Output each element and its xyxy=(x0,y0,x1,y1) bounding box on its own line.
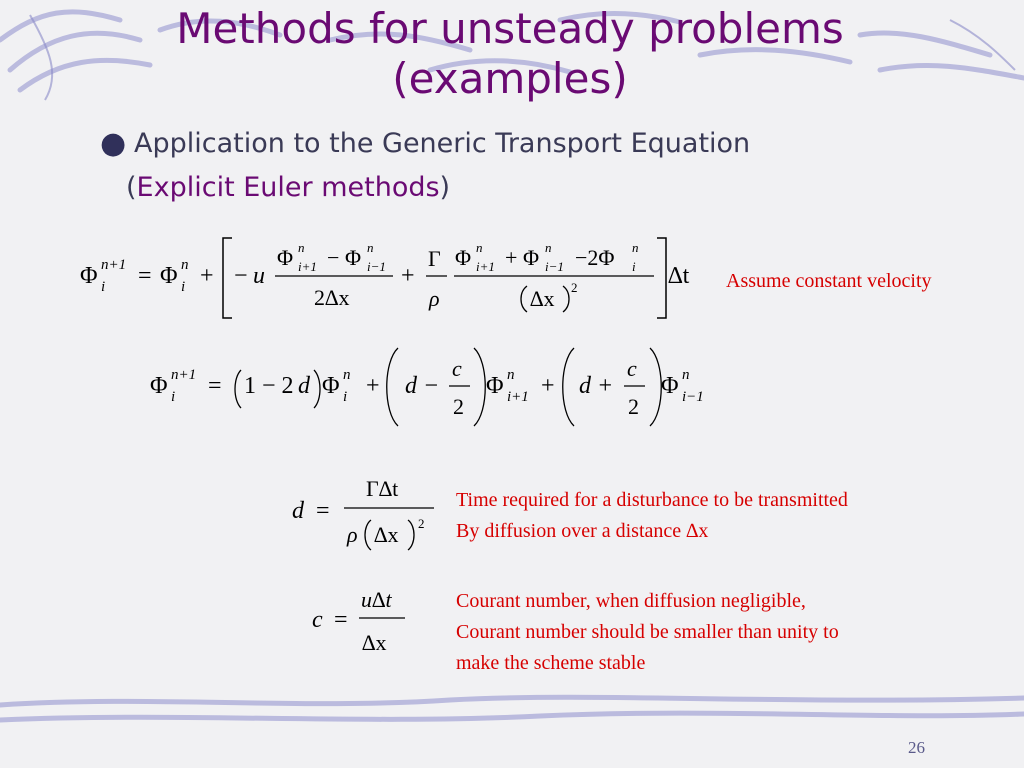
numerator: u∆t xyxy=(361,587,392,612)
variable-u: u xyxy=(253,263,265,289)
exponent: 2 xyxy=(418,516,425,531)
equals-sign: = xyxy=(316,498,330,524)
superscript: n+1 xyxy=(101,257,127,273)
subscript: i xyxy=(632,259,636,274)
rho-symbol: ρ xyxy=(429,286,440,311)
phi-symbol: Φ xyxy=(277,245,294,270)
rho-symbol: ρ xyxy=(347,522,358,547)
title-line-2: (examples) xyxy=(392,54,628,103)
left-paren xyxy=(235,370,241,408)
superscript: n+1 xyxy=(171,367,197,383)
delta-x: ∆x xyxy=(530,286,555,311)
two-phi-term: −2Φ xyxy=(575,245,615,270)
subscript: i xyxy=(101,279,106,295)
phi-symbol: Φ xyxy=(661,373,679,399)
equals-sign: = xyxy=(208,373,222,399)
subscript: i+1 xyxy=(507,389,529,405)
delta-t: ∆t xyxy=(668,263,690,289)
plus-sign: + xyxy=(505,245,518,270)
superscript: n xyxy=(682,367,690,383)
subscript: i xyxy=(181,279,186,295)
one-minus-two: 1 − 2 xyxy=(244,373,294,399)
note-courant xyxy=(456,586,839,679)
variable-c: c xyxy=(627,356,637,381)
right-paren xyxy=(650,348,661,426)
left-paren xyxy=(365,520,371,550)
denominator: 2∆x xyxy=(314,285,350,310)
plus-sign: + xyxy=(401,263,415,289)
equation-d xyxy=(292,476,434,550)
note-diffusion-line-2: By diffusion over a distance ∆x xyxy=(456,520,709,542)
note-constant-velocity: Assume constant velocity xyxy=(726,270,932,292)
subscript: i+1 xyxy=(298,259,317,274)
variable-d: d xyxy=(298,373,310,399)
left-paren xyxy=(521,286,527,312)
note-courant-line-3: make the scheme stable xyxy=(456,652,646,674)
note-diffusion-line-1: Time required for a disturbance to be transmitted xyxy=(456,489,848,511)
equation-1 xyxy=(80,238,690,318)
page-number: 26 xyxy=(908,738,925,757)
superscript: n xyxy=(545,240,552,255)
phi-symbol: Φ xyxy=(523,245,540,270)
subscript: i+1 xyxy=(476,259,495,274)
left-paren xyxy=(387,348,398,426)
phi-symbol: Φ xyxy=(160,263,178,289)
variable-c: c xyxy=(312,607,323,633)
subscript: i xyxy=(171,389,176,405)
phi-symbol: Φ xyxy=(150,373,168,399)
d-plus: d + xyxy=(579,373,614,399)
superscript: n xyxy=(181,257,189,273)
superscript: n xyxy=(507,367,515,383)
note-courant-line-2: Courant number should be smaller than unity to xyxy=(456,621,839,643)
subscript: i xyxy=(343,389,348,405)
explicit-euler-label: Explicit Euler methods xyxy=(136,172,440,203)
bullet-text: Application to the Generic Transport Equation xyxy=(134,128,751,159)
denominator: 2 xyxy=(628,394,639,419)
gamma-symbol: Γ xyxy=(428,246,441,271)
paren-open: ( xyxy=(126,172,137,203)
equation-2 xyxy=(150,348,704,426)
note-diffusion xyxy=(456,485,848,547)
numerator: Γ∆t xyxy=(366,476,399,501)
phi-symbol: Φ xyxy=(455,245,472,270)
right-bracket xyxy=(657,238,666,318)
plus-sign: + xyxy=(366,373,380,399)
variable-d: d xyxy=(292,498,304,524)
superscript: n xyxy=(632,240,639,255)
right-paren xyxy=(563,286,569,312)
superscript: n xyxy=(343,367,351,383)
right-paren xyxy=(314,370,320,408)
equals-sign: = xyxy=(334,607,348,633)
right-paren xyxy=(408,520,414,550)
subscript: i−1 xyxy=(545,259,564,274)
superscript: n xyxy=(298,240,305,255)
right-paren xyxy=(474,348,485,426)
d-minus: d − xyxy=(405,373,440,399)
minus-sign: − xyxy=(327,245,340,270)
phi-symbol: Φ xyxy=(322,373,340,399)
denominator: 2 xyxy=(453,394,464,419)
phi-symbol: Φ xyxy=(486,373,504,399)
left-paren xyxy=(563,348,574,426)
subscript: i−1 xyxy=(682,389,704,405)
equals-sign: = xyxy=(138,263,152,289)
left-bracket xyxy=(223,238,232,318)
plus-sign: + xyxy=(541,373,555,399)
denominator: ∆x xyxy=(362,630,387,655)
plus-sign: + xyxy=(200,263,214,289)
note-courant-line-1: Courant number, when diffusion negligible, xyxy=(456,590,806,612)
subscript: i−1 xyxy=(367,259,386,274)
paren-close: ) xyxy=(439,172,451,203)
equation-c xyxy=(312,587,405,655)
minus-sign: − xyxy=(234,263,248,289)
superscript: n xyxy=(367,240,374,255)
phi-symbol: Φ xyxy=(345,245,362,270)
bullet-dot-icon: ● xyxy=(100,126,127,161)
phi-symbol: Φ xyxy=(80,263,98,289)
title-line-1: Methods for unsteady problems xyxy=(176,4,844,53)
variable-c: c xyxy=(452,356,462,381)
superscript: n xyxy=(476,240,483,255)
exponent: 2 xyxy=(571,280,578,295)
delta-x: ∆x xyxy=(374,522,399,547)
